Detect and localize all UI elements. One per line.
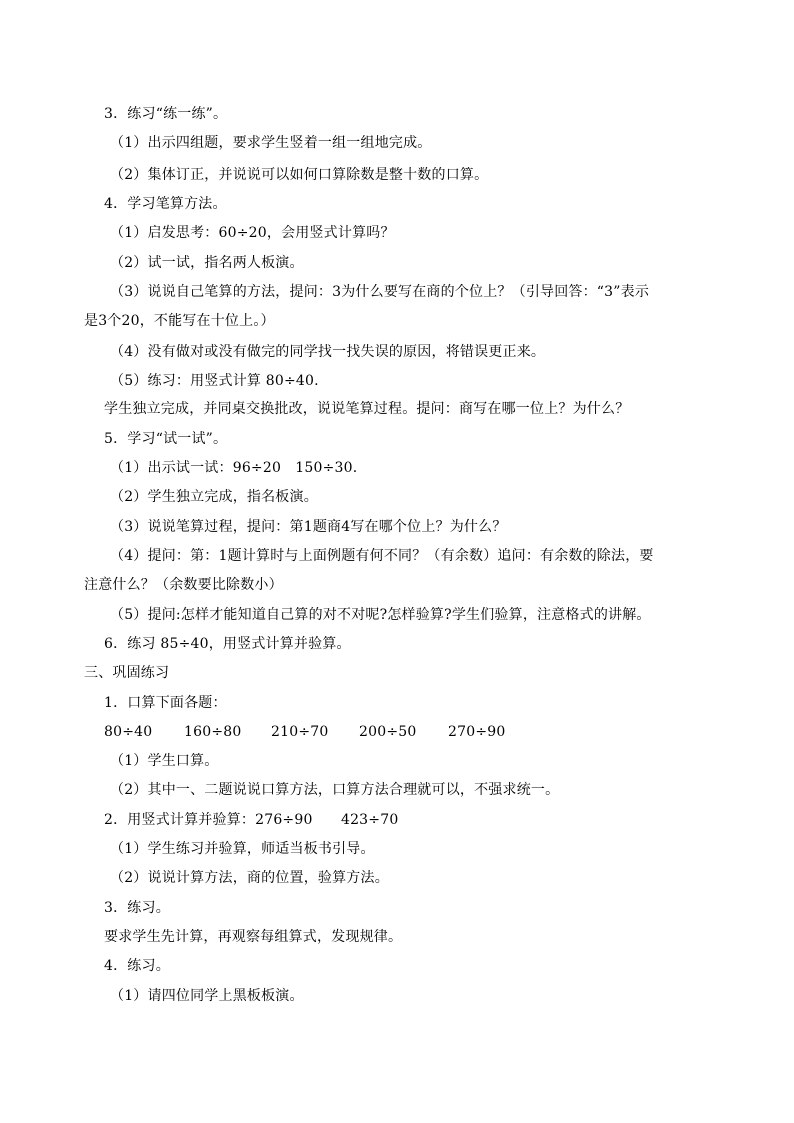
text-line: 1．口算下面各题： (104, 695, 227, 711)
text-line: （3）说说笔算过程，提问：第1题商4写在哪个位上？为什么？ (110, 519, 507, 535)
text-line: 5．学习“试一试”。 (104, 431, 228, 447)
text-line: 学生独立完成，并同桌交换批改，说说笔算过程。提问：商写在哪一位上？为什么？ (104, 401, 630, 417)
text-line: 注意什么？（余数要比除数小） (84, 577, 283, 593)
calc-item: 160÷80 (184, 724, 242, 740)
calc-item: 80÷40 (104, 724, 153, 740)
text-line: （1）启发思考：60÷20，会用竖式计算吗？ (110, 225, 395, 241)
text-line: （1）出示试一试：96÷20 150÷30. (110, 460, 358, 476)
text-line: 2．用竖式计算并验算：276÷90 423÷70 (104, 812, 399, 828)
text-line: （4）没有做对或没有做完的同学找一找失误的原因，将错误更正来。 (110, 344, 546, 360)
oral-calc-row (0, 723, 794, 741)
text-line: （3）说说自己笔算的方法，提问：3为什么要写在商的个位上？（引导回答：“3”表示 (110, 284, 650, 300)
calc-item: 200÷50 (359, 724, 417, 740)
text-line: （1）请四位同学上黑板板演。 (110, 988, 304, 1004)
calc-item: 210÷70 (271, 724, 329, 740)
text-line: （2）说说计算方法，商的位置，验算方法。 (110, 870, 389, 886)
text-line: （2）试一试，指名两人板演。 (110, 255, 304, 271)
text-line: 4．学习笔算方法。 (104, 196, 227, 212)
calc-item: 270÷90 (448, 724, 506, 740)
text-line: （2）其中一、二题说说口算方法，口算方法合理就可以，不强求统一。 (110, 782, 560, 798)
text-line: （2）学生独立完成，指名板演。 (110, 489, 318, 505)
text-line: 要求学生先计算，再观察每组算式，发现规律。 (104, 929, 403, 945)
text-line: （2）集体订正，并说说可以如何口算除数是整十数的口算。 (110, 167, 489, 183)
text-line: （1）学生口算。 (110, 753, 219, 769)
text-line: （4）提问：第：1题计算时与上面例题有何不同？（有余数）追问：有余数的除法，要 (110, 548, 654, 564)
text-line: （1）学生练习并验算，师适当板书引导。 (110, 841, 375, 857)
text-line: 是3个20，不能写在十位上。） (84, 313, 275, 329)
section-heading: 三、巩固练习 (84, 665, 170, 681)
text-line: 4．练习。 (104, 958, 170, 974)
text-line: （5）练习：用竖式计算 80÷40. (110, 373, 319, 389)
text-line: （5）提问:怎样才能知道自己算的对不对呢?怎样验算?学生们验算，注意格式的讲解。 (110, 607, 651, 623)
text-line: 3．练习“练一练”。 (104, 106, 228, 122)
text-line: 3．练习。 (104, 900, 170, 916)
text-line: （1）出示四组题，要求学生竖着一组一组地完成。 (110, 135, 432, 151)
text-line: 6．练习 85÷40，用竖式计算并验算。 (104, 636, 351, 652)
